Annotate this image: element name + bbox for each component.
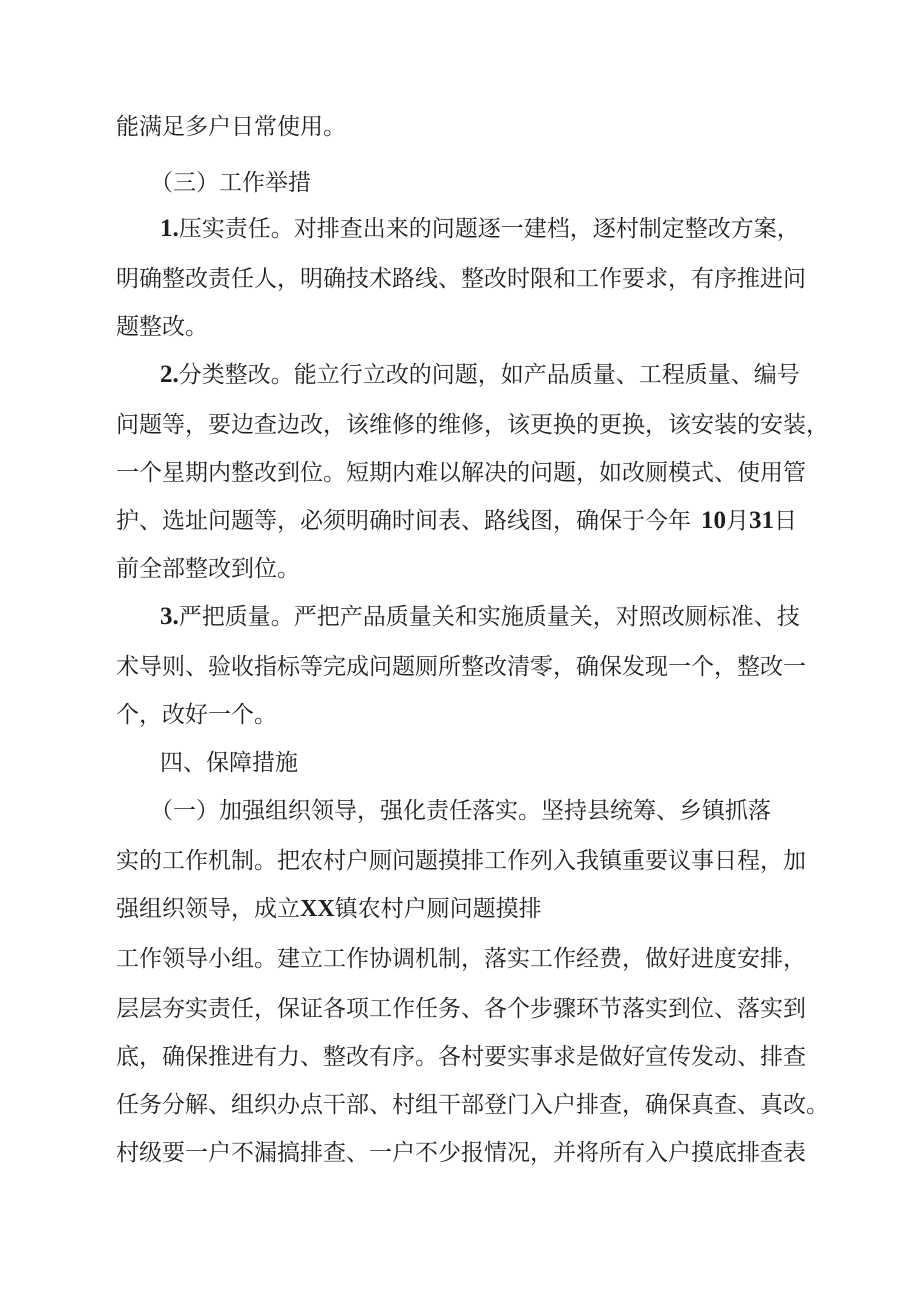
- paragraph-line: [116, 700, 277, 730]
- text: 明确整改责任人，明确技术路线、整改时限和工作要求，有序推进问: [116, 266, 806, 292]
- text: 层层夯实责任，保证各项工作任务、各个步骤环节落实到位、落实到: [116, 996, 806, 1022]
- text: 镇农村户厕问题摸排: [334, 896, 542, 922]
- text: 实的工作机制。把农村户厕问题摸排工作列入我镇重要议事日程，加: [116, 848, 806, 874]
- paragraph-line: [116, 1090, 829, 1120]
- text: 分类整改。能立行立改的问题，如产品质量、工程质量、编号: [178, 362, 800, 388]
- paragraph-line: [116, 1138, 806, 1168]
- text: 日: [774, 508, 797, 534]
- paragraph-line: [116, 1042, 806, 1072]
- text: 问题等，要边查边改，该维修的维修，该更换的更换，该安装的安装，: [116, 412, 829, 438]
- text: （三）工作举措: [150, 170, 311, 196]
- paragraph-line: [116, 994, 806, 1024]
- text: 能满足多户日常使用。: [116, 114, 346, 140]
- paragraph-line: [116, 652, 806, 682]
- paragraph-line: [116, 894, 542, 924]
- paragraph-line: [116, 944, 806, 974]
- text: 任务分解、组织办点干部、村组干部登门入户排查，确保真查、真改。: [116, 1092, 829, 1118]
- text: 题整改。: [116, 314, 208, 340]
- paragraph-line: [116, 506, 797, 536]
- place-placeholder: XX: [300, 896, 335, 922]
- paragraph-line: [116, 312, 208, 342]
- text: 术导则、验收指标等完成问题厕所整改清零，确保发现一个，整改一: [116, 654, 806, 680]
- text: 底，确保推进有力、整改有序。各村要实事求是做好宣传发动、排查: [116, 1044, 806, 1070]
- paragraph-line: [116, 410, 829, 440]
- paragraph-line: [116, 112, 346, 142]
- paragraph-line: [116, 264, 806, 294]
- paragraph-line: [160, 214, 800, 244]
- date-number: 10: [701, 507, 726, 534]
- item-number: 3.: [160, 603, 179, 630]
- text: 强组织领导，成立: [116, 896, 300, 922]
- paragraph-line: [116, 458, 806, 488]
- text: 一个星期内整改到位。短期内难以解决的问题，如改厕模式、使用管: [116, 460, 806, 486]
- text: 个，改好一个。: [116, 702, 277, 728]
- text: 工作领导小组。建立工作协调机制，落实工作经费，做好进度安排，: [116, 946, 806, 972]
- text: 四、保障措施: [160, 750, 298, 776]
- paragraph-line: [150, 796, 771, 826]
- text: 压实责任。对排查出来的问题逐一建档，逐村制定整改方案，: [178, 216, 800, 242]
- text: 村级要一户不漏搞排查、一户不少报情况，并将所有入户摸底排查表: [116, 1140, 806, 1166]
- text: （一）加强组织领导，强化责任落实。坚持县统筹、乡镇抓落: [150, 798, 771, 824]
- text: 前全部整改到位。: [116, 556, 300, 582]
- text: 月: [726, 508, 749, 534]
- section-heading: [150, 168, 311, 198]
- item-number: 1.: [160, 215, 179, 242]
- paragraph-line: [160, 602, 800, 632]
- text: 严把质量。严把产品质量关和实施质量关，对照改厕标准、技: [178, 604, 800, 630]
- paragraph-line: [116, 846, 806, 876]
- text: 护、选址问题等，必须明确时间表、路线图，确保于今年: [116, 508, 691, 534]
- date-number: 31: [749, 507, 774, 534]
- paragraph-line: [116, 554, 300, 584]
- item-number: 2.: [160, 361, 179, 388]
- paragraph-line: [160, 360, 800, 390]
- section-heading: [160, 748, 298, 778]
